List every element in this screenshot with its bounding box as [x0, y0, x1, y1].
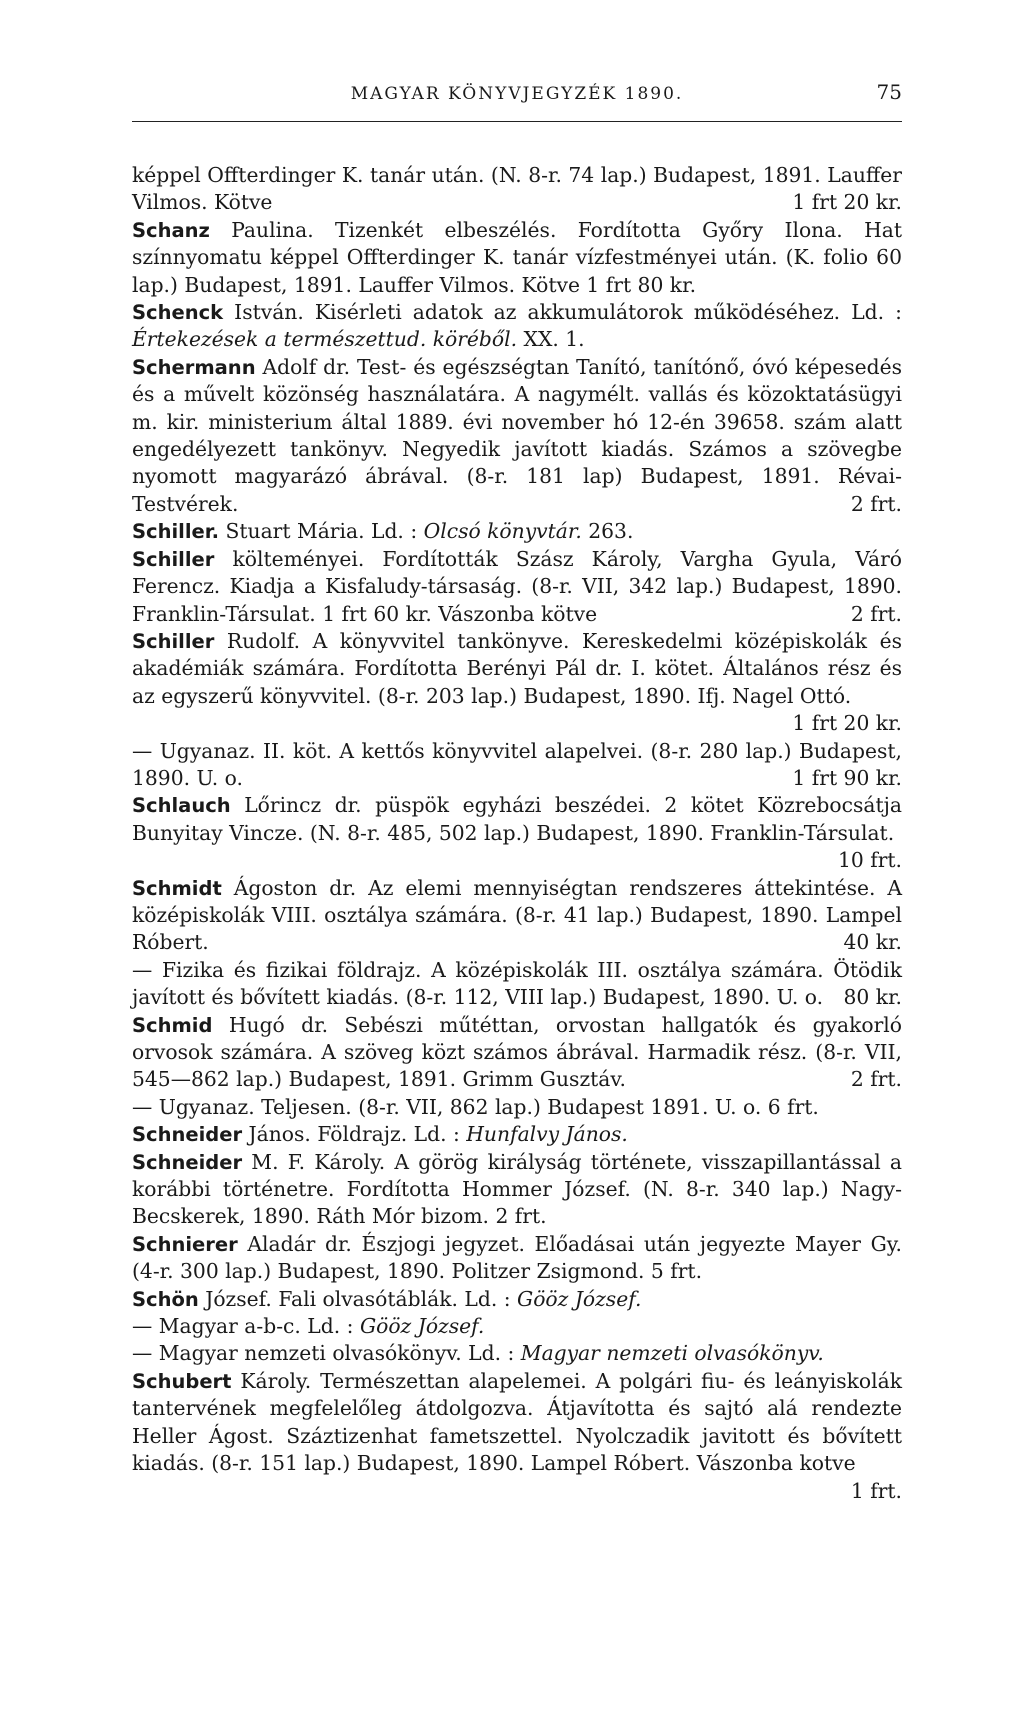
entry-price: 2 frt.	[850, 1067, 902, 1092]
entry-price: 10 frt.	[837, 848, 902, 873]
entry-reference: Gööz József.	[517, 1286, 642, 1311]
header-rule	[132, 121, 902, 122]
entry-text: Adolf dr. Test- és egészségtan Tanító, tanítónő, óvó képesedés és a művelt közönség használatára. A nagymélt. vallás és közoktatásügyi m. kir. ministerium által 1889. évi november hó 12-én 39658. szám alatt engedélyezett tankönyv. Negyedik javított kiadás. Számos a szövegbe nyomott magyarázó ábrával. (8-r. 181 lap) Budapest, 1891. Révai-Testvérek.	[132, 354, 902, 516]
entry-price: 40 kr.	[843, 930, 902, 955]
entry-price: 80 kr.	[843, 985, 902, 1010]
catalog-entry	[132, 1368, 902, 1505]
catalog-entry	[132, 518, 902, 545]
entry-author: Schmid	[132, 1013, 213, 1037]
entry-reference: Értekezések a természettud. köréből.	[132, 327, 518, 352]
catalog-entry	[132, 1313, 902, 1340]
entry-text: Aladár dr. Észjogi jegyzet. Előadásai után jegyezte Mayer Gy. (4-r. 300 lap.) Budapest, 1890. Politzer Zsigmond. 5 frt.	[132, 1231, 902, 1284]
entry-price: 1 frt 20 kr.	[792, 190, 902, 215]
entry-text: költeményei. Fordították Szász Károly, Vargha Gyula, Váró Ferencz. Kiadja a Kisfaludy-társaság. (8-r. VII, 342 lap.) Budapest, 1890. Franklin-Társulat. 1 frt 60 kr. Vászonba kötve	[132, 546, 902, 626]
entry-author: Schmidt	[132, 876, 222, 900]
catalog-entry	[132, 738, 902, 793]
catalog-entry	[132, 792, 902, 874]
catalog-entry	[132, 546, 902, 628]
entry-text: Magyar a-b-c. Ld. :	[158, 1314, 360, 1339]
entry-text: 263.	[581, 519, 634, 544]
catalog-entry	[132, 217, 902, 299]
catalog-entry	[132, 162, 902, 217]
entry-author: Schiller	[132, 547, 215, 571]
entry-text: —	[132, 1094, 159, 1119]
entry-author: Schiller.	[132, 520, 220, 544]
entry-list	[132, 162, 902, 1505]
catalog-entry	[132, 1094, 902, 1121]
entry-author: Schön	[132, 1287, 199, 1311]
entry-author: Schnierer	[132, 1232, 238, 1256]
entry-price: 2 frt.	[850, 491, 902, 516]
page-header	[132, 78, 902, 118]
entry-author: Schiller	[132, 629, 215, 653]
entry-text: —	[132, 1314, 159, 1339]
entry-text: Stuart Mária. Ld. :	[219, 519, 424, 544]
entry-author: Schanz	[132, 218, 210, 242]
entry-price: 1 frt.	[850, 1478, 902, 1503]
entry-text: József. Fali olvasótáblák. Ld. :	[198, 1286, 518, 1311]
catalog-entry	[132, 1340, 902, 1367]
entry-text: képpel Offterdinger K. tanár után. (N. 8-r. 74 lap.) Budapest, 1891. Lauffer Vilmos. Kötve	[132, 163, 902, 215]
entry-author: Schlauch	[132, 794, 231, 818]
catalog-entry	[132, 1121, 902, 1148]
entry-author: Schubert	[132, 1369, 232, 1393]
catalog-entry	[132, 957, 902, 1012]
entry-reference: Gööz József.	[359, 1314, 485, 1339]
entry-text: Hugó dr. Sebészi műtéttan, orvostan hallgatók és gyakorló orvosok számára. A szöveg közt számos ábrával. Harmadik rész. (8-r. VII, 545—862 lap.) Budapest, 1891. Grimm Gusztáv.	[132, 1012, 902, 1092]
catalog-entry	[132, 1231, 902, 1286]
catalog-entry	[132, 1012, 902, 1094]
catalog-entry	[132, 628, 902, 738]
entry-text: Ugyanaz. II. köt. A kettős könyvvitel alapelvei. (8-r. 280 lap.) Budapest, 1890. U. o.	[132, 738, 903, 790]
entry-text: Rudolf. A könyvvitel tankönyve. Kereskedelmi középiskolák és akadémiák számára. Fordította Berényi Pál dr. I. kötet. Általános rész és az egyszerű könyvvitel. (8-r. 203 lap.) Budapest, 1890. Ifj. Nagel Ottó.	[132, 628, 902, 708]
entry-reference: Olcsó könyvtár.	[423, 519, 582, 544]
entry-text: Magyar nemzeti olvasókönyv. Ld. :	[158, 1341, 521, 1366]
entry-text: István. Kisérleti adatok az akkumulátorok működéséhez. Ld. :	[223, 300, 902, 325]
entry-price: 1 frt 90 kr.	[792, 765, 902, 790]
page-number: 75	[876, 80, 902, 104]
entry-text: Fizika és fizikai földrajz. A középiskolák III. osztálya számára. Ötödik javított és bővített kiadás. (8-r. 112, VIII lap.) Budapest, 1890. U. o.	[132, 957, 902, 1010]
entry-author: Schneider	[132, 1150, 243, 1174]
entry-text: Károly. Természettan alapelemei. A polgári fiu- és leányiskolák tantervének megfelelőleg átdolgozva. Átjavította és sajtó alá rendezte Heller Ágost. Száztizenhat fametszettel. Nyolczadik javitott és bővített kiadás. (8-r. 151 lap.) Budapest, 1890. Lampel Róbert. Vászonba kotve	[132, 1368, 902, 1476]
entry-price: 2 frt.	[850, 601, 902, 626]
entry-text: Ágoston dr. Az elemi mennyiségtan rendszeres áttekintése. A középiskolák VIII. osztálya számára. (8-r. 41 lap.) Budapest, 1890. Lampel Róbert.	[132, 875, 902, 955]
entry-text: János. Földrajz. Ld. :	[242, 1122, 467, 1147]
entry-author: Schermann	[132, 355, 256, 379]
catalog-entry	[132, 875, 902, 957]
entry-price: 1 frt 20 kr.	[792, 711, 902, 736]
entry-text: —	[132, 1341, 159, 1366]
catalog-entry	[132, 1149, 902, 1231]
entry-text: Lőrincz dr. püspök egyházi beszédei. 2 kötet Közrebocsátja Bunyitay Vincze. (N. 8-r. 485, 502 lap.) Budapest, 1890. Franklin-Társulat.	[132, 793, 902, 845]
entry-text: M. F. Károly. A görög királyság története, visszapillantással a korábbi történetre. Fordította Hommer József. (N. 8-r. 340 lap.) Nagy-Becskerek, 1890. Ráth Mór bizom. 2 frt.	[132, 1149, 902, 1229]
catalog-entry	[132, 354, 902, 518]
entry-reference: Magyar nemzeti olvasókönyv.	[520, 1341, 824, 1366]
entry-author: Schneider	[132, 1123, 243, 1147]
running-title: MAGYAR KÖNYVJEGYZÉK 1890.	[350, 84, 684, 104]
catalog-entry	[132, 1286, 902, 1313]
entry-reference: Hunfalvy János.	[466, 1122, 628, 1147]
entry-text: —	[132, 957, 162, 982]
catalog-entry	[132, 299, 902, 354]
entry-text: Paulina. Tizenkét elbeszélés. Fordította Győry Ilona. Hat színnyomatu képpel Offterdinger K. tanár vízfestményei után. (K. folio 60 lap.) Budapest, 1891. Lauffer Vilmos. Kötve 1 frt 80 kr.	[132, 217, 902, 297]
entry-text: XX. 1.	[517, 327, 585, 352]
entry-text: Ugyanaz. Teljesen. (8-r. VII, 862 lap.) Budapest 1891. U. o. 6 frt.	[158, 1094, 819, 1119]
entry-author: Schenck	[132, 301, 224, 325]
entry-text: —	[132, 738, 160, 763]
